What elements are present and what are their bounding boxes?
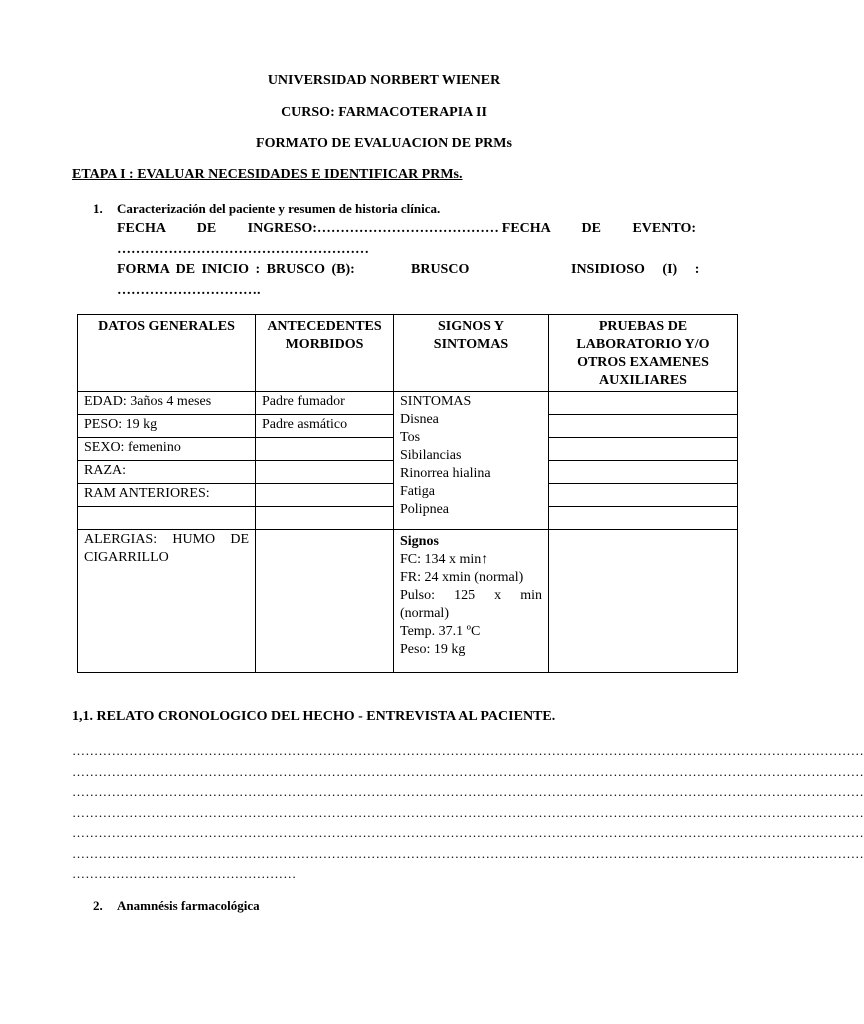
- header-antecedentes: ANTECEDENTES MORBIDOS: [256, 315, 394, 392]
- dotted-line: ………………………………………………………………………………………………………………………………………………………………: [72, 805, 864, 820]
- pruebas-cell: [549, 438, 738, 461]
- sintoma-item: Polipnea: [400, 502, 449, 517]
- relato-heading: 1,1. RELATO CRONOLOGICO DEL HECHO - ENTREVISTA AL PACIENTE.: [72, 709, 556, 724]
- forma-dots: ………………………….: [117, 283, 261, 298]
- edad-cell: EDAD: 3años 4 meses: [78, 392, 256, 415]
- antecedente-1: Padre fumador: [256, 392, 394, 415]
- peso-cell: PESO: 19 kg: [78, 415, 256, 438]
- signos-cell: [394, 530, 549, 673]
- dotted-line: ………………………………………………………………………………………………………………………………………………………………: [72, 764, 864, 779]
- sintoma-item: Sibilancias: [400, 448, 462, 463]
- header-datos-generales: DATOS GENERALES: [78, 315, 256, 392]
- patient-table: [77, 314, 738, 673]
- sintomas-cell: [394, 392, 549, 530]
- header-pruebas: PRUEBAS DE LABORATORIO Y/O OTROS EXAMENES AUXILIARES: [549, 315, 738, 392]
- empty-cell: [78, 507, 256, 530]
- pruebas-cell: [549, 461, 738, 484]
- section2-title: Anamnésis farmacológica: [117, 898, 260, 913]
- dotted-line: ………………………………………………………………………………………………………………………………………………………………: [72, 825, 864, 840]
- raza-cell: RAZA:: [78, 461, 256, 484]
- antecedente-cell: [256, 461, 394, 484]
- format-title: FORMATO DE EVALUACION DE PRMs: [256, 136, 512, 151]
- sintoma-item: Fatiga: [400, 484, 435, 499]
- sintoma-item: Rinorrea hialina: [400, 466, 491, 481]
- signo-item: Pulso: 125 x min (normal): [400, 588, 542, 621]
- forma-insidioso: INSIDIOSO (I) :: [571, 262, 700, 277]
- forma-inicio-label: FORMA DE INICIO : BRUSCO (B):: [117, 262, 355, 277]
- course-title: CURSO: FARMACOTERAPIA II: [281, 105, 487, 120]
- sexo-cell: SEXO: femenino: [78, 438, 256, 461]
- header-signos-sintomas: SIGNOS Y SINTOMAS: [394, 315, 549, 392]
- antecedente-cell: [256, 530, 394, 673]
- antecedente-cell: [256, 507, 394, 530]
- sintomas-title: SINTOMAS: [400, 394, 472, 409]
- section1-title: Caracterización del paciente y resumen de historia clínica.: [117, 201, 441, 216]
- ram-cell: RAM ANTERIORES:: [78, 484, 256, 507]
- dotted-line: ………………………………………………………………………………………………………………………………………………………………: [72, 846, 864, 861]
- pruebas-cell: [549, 484, 738, 507]
- dotted-line: ………………………………………………………………………………………………………………………………………………………………: [72, 743, 864, 758]
- pruebas-cell: [549, 392, 738, 415]
- fecha-ingreso-dots: …………………………………: [316, 221, 499, 236]
- alergias-text: ALERGIAS: HUMO DE CIGARRILLO: [84, 532, 249, 565]
- signo-item: FR: 24 xmin (normal): [400, 570, 524, 585]
- fecha-evento-dots: ………………………………………………: [117, 242, 369, 257]
- section1-number: 1.: [93, 201, 103, 216]
- signo-item: Peso: 19 kg: [400, 642, 466, 657]
- sintoma-item: Disnea: [400, 412, 439, 427]
- forma-brusco: BRUSCO: [411, 262, 470, 277]
- section2-number: 2.: [93, 898, 103, 913]
- stage-heading: ETAPA I : EVALUAR NECESIDADES E IDENTIFICAR PRMs.: [72, 167, 463, 182]
- fecha-ingreso-label: FECHA DE INGRESO:: [117, 221, 317, 236]
- dotted-line-last: ……………………………………………: [72, 866, 297, 881]
- signo-item: Temp. 37.1 ºC: [400, 624, 481, 639]
- fecha-evento-label: FECHA DE EVENTO:: [501, 221, 696, 236]
- university-title: UNIVERSIDAD NORBERT WIENER: [267, 73, 501, 88]
- antecedente-cell: [256, 484, 394, 507]
- pruebas-cell: [549, 507, 738, 530]
- antecedente-cell: [256, 438, 394, 461]
- fecha-line: [117, 221, 696, 237]
- pruebas-cell: [549, 530, 738, 673]
- alergias-cell: [78, 530, 256, 673]
- pruebas-cell: [549, 415, 738, 438]
- sintoma-item: Tos: [400, 430, 421, 445]
- antecedente-2: Padre asmático: [256, 415, 394, 438]
- fecha-ingreso: [117, 221, 499, 237]
- dotted-line: ………………………………………………………………………………………………………………………………………………………………: [72, 784, 864, 799]
- signo-item: FC: 134 x min↑: [400, 552, 489, 567]
- signos-title: Signos: [400, 534, 439, 549]
